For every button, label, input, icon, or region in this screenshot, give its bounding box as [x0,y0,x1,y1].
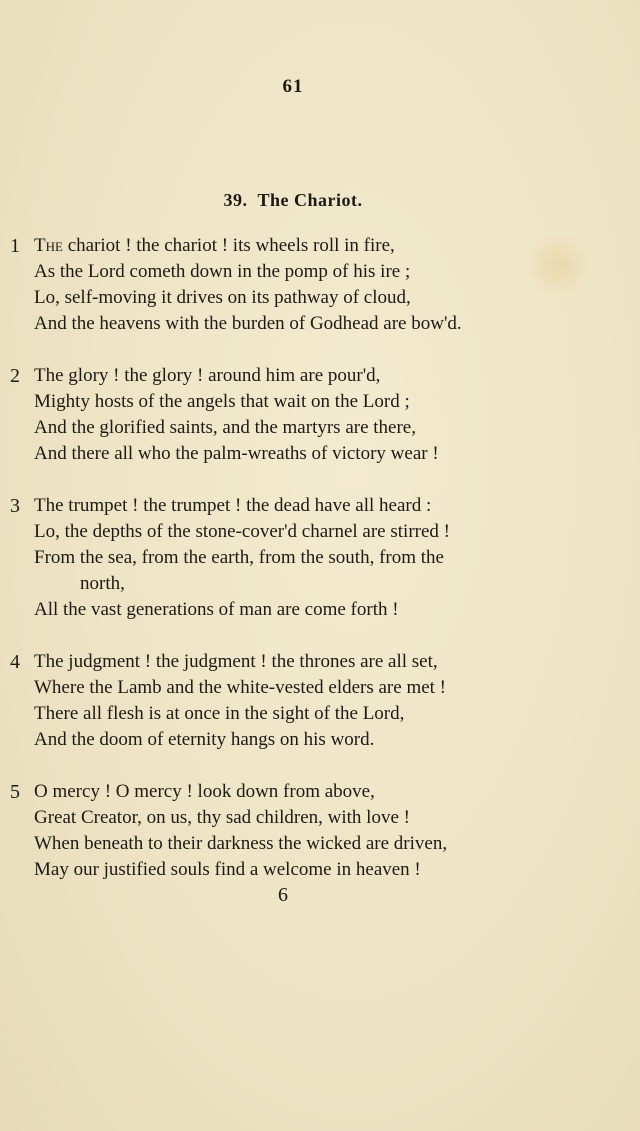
stanza-number: 3 [10,495,20,517]
hymn-number: 39. [223,190,248,210]
verse-line: From the sea, from the earth, from the south, from the [34,547,444,568]
hymn-title [0,190,586,211]
verse-line: And the heavens with the burden of Godhead are bow'd. [34,313,462,334]
verse-line: Lo, self-moving it drives on its pathway of cloud, [34,287,411,308]
verse-line: The glory ! the glory ! around him are pour'd, [34,365,381,386]
verse-line: All the vast generations of man are come forth ! [34,599,399,620]
verse-line: When beneath to their darkness the wicked are driven, [34,833,448,854]
verse-line: There all flesh is at once in the sight of the Lord, [34,703,405,724]
verse-line: Lo, the depths of the stone-cover'd charnel are stirred ! [34,521,450,542]
verse-line: Great Creator, on us, thy sad children, with love ! [34,807,410,828]
verse-line: And there all who the palm-wreaths of victory wear ! [34,443,439,464]
verse-line-continuation: north, [80,573,125,594]
verse-line: O mercy ! O mercy ! look down from above, [34,781,375,802]
verse-line [10,233,585,259]
stanza-number: 5 [10,781,20,803]
page-number: 61 [282,76,304,97]
stanza-number: 2 [10,365,20,387]
verse-line: The trumpet ! the trumpet ! the dead have all heard : [34,495,432,516]
stanza-5 [10,779,585,883]
stanza-3 [10,493,585,623]
verse-line: And the glorified saints, and the martyrs are there, [34,417,416,438]
verse-line: Mighty hosts of the angels that wait on the Lord ; [34,391,410,412]
stanza-2 [10,363,585,467]
verse-line: And the doom of eternity hangs on his word. [34,729,375,750]
verse-line-text: chariot ! the chariot ! its wheels roll in fire, [62,235,395,256]
signature-mark: 6 [278,884,288,906]
verse-line: Where the Lamb and the white-vested elders are met ! [34,677,447,698]
stanza-1 [10,233,585,337]
drop-word: The [34,235,63,256]
verse-line: May our justified souls find a welcome in heaven ! [34,859,421,880]
stanza-number: 4 [10,651,20,673]
hymn-title-text: The Chariot. [257,190,363,210]
stanza-number: 1 [10,235,20,257]
verse-line: As the Lord cometh down in the pomp of his ire ; [34,261,411,282]
stanza-4 [10,649,585,753]
verse-line: The judgment ! the judgment ! the thrones are all set, [34,651,438,672]
